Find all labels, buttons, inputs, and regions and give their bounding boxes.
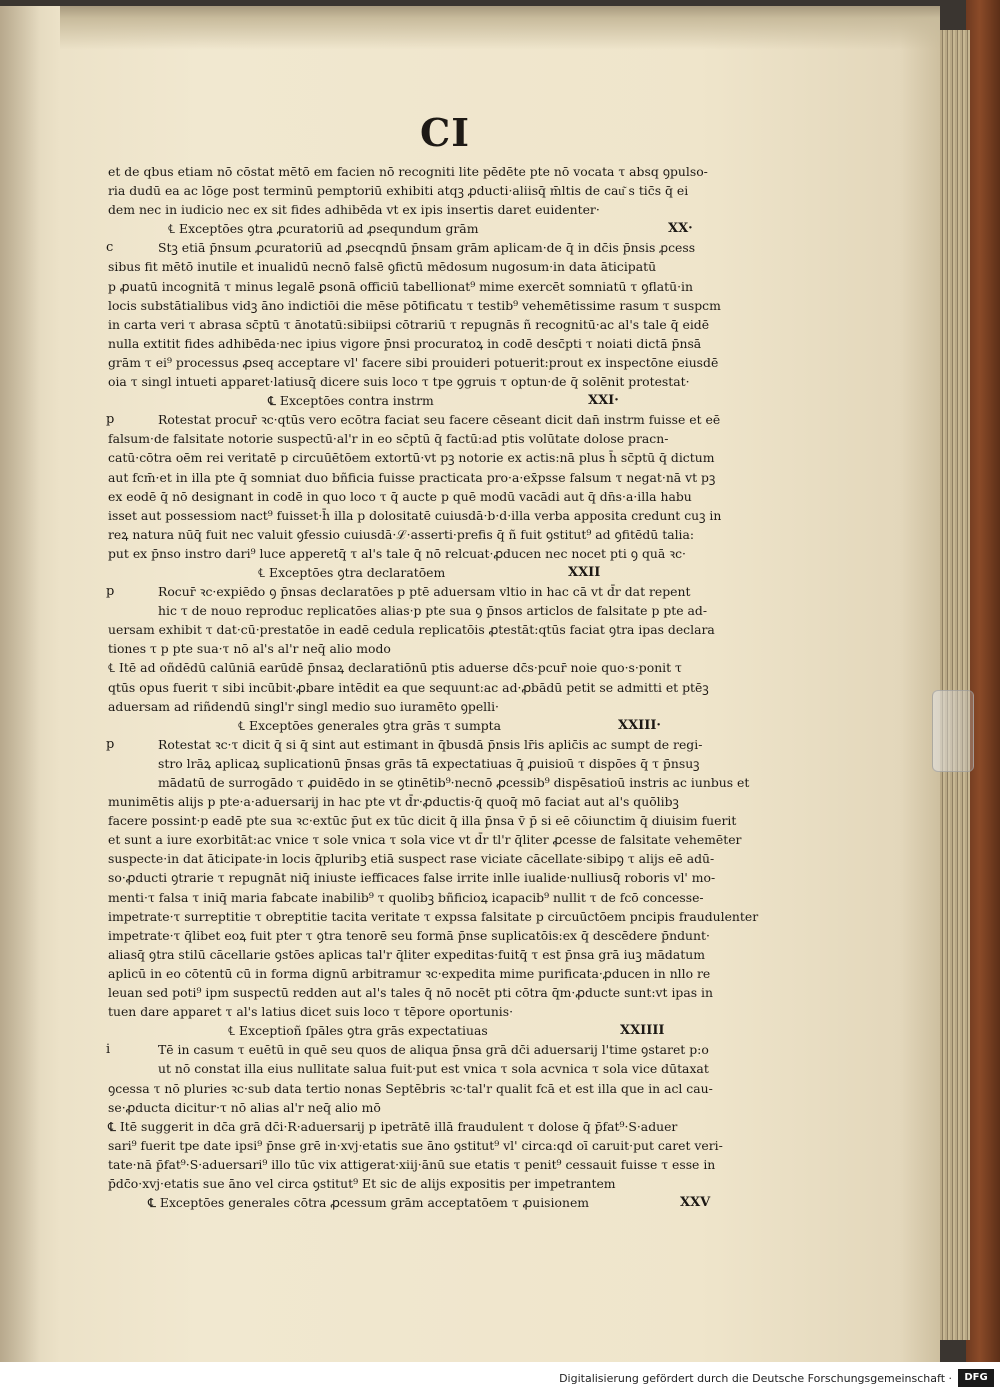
marginal-initial: p bbox=[106, 736, 115, 752]
book-page bbox=[0, 6, 940, 1362]
text-line bbox=[108, 448, 778, 467]
line-text: ex eodē q̄ nō designant in codē in quo loco τ q̄ aucte p quē modū vacādi aut q̄ dn̄s·a·illa habu bbox=[108, 488, 692, 504]
text-line bbox=[108, 964, 778, 983]
line-text: Rotestat ꝛc·τ dicit q̄ si q̄ sint aut estimant in q̄busdā p̄nsis lr̄is aplic̄is ac sumpt de regi- bbox=[158, 736, 703, 752]
page-top-shadow bbox=[60, 6, 940, 50]
line-text: suspecte·in dat āticipate·in locis q̄pluribꝫ etiā suspect rase viciate cācellate·sibipꝯ τ alijs eē adū- bbox=[108, 851, 715, 867]
text-line bbox=[108, 525, 778, 544]
text-line bbox=[108, 658, 778, 677]
line-text: dem nec in iudicio nec ex sit fides adhibēda vt ex ipis insertis daret euidenter· bbox=[108, 202, 600, 218]
section-number: XXIIII bbox=[620, 1023, 665, 1039]
line-text: in carta veri τ abrasa sc̄ptū τ ānotatū:sibiipsi cōtrariū τ repugnās ñ recognitū·ac al's tale q̄ eidē bbox=[108, 316, 710, 332]
text-line bbox=[108, 735, 778, 754]
text-line bbox=[108, 181, 778, 200]
book-cover-edge bbox=[966, 0, 1000, 1362]
text-line bbox=[108, 487, 778, 506]
marginal-initial: i bbox=[106, 1042, 111, 1058]
text-line bbox=[108, 162, 778, 181]
text-line bbox=[108, 410, 778, 429]
text-line bbox=[108, 315, 778, 334]
text-line bbox=[108, 792, 778, 811]
text-line bbox=[108, 888, 778, 907]
line-text: Tē in casum τ euētū in quē seu quos de aliqua p̄nsa grā dc̄i aduersarij l'time ꝯstaret p:o bbox=[158, 1042, 709, 1058]
line-text: grām τ ei⁹ processus ꝓseq acceptare vl' facere sibi prouideri potuerit:prout ex inspectōne eiusdē bbox=[108, 354, 719, 370]
line-text: ℄ Itē suggerit in dc̄a grā dc̄i·R·aduersarij p ipetrātē illā fraudulent τ dolose q̄ p̄fat⁹·S·aduer bbox=[108, 1118, 678, 1134]
line-text: ℄ Exceptōes contra instrm bbox=[268, 393, 434, 409]
text-line bbox=[108, 1098, 778, 1117]
line-text: impetrate·τ surreptitie τ obreptitie tacita veritate τ expssa falsitate p circuūctōem pncipis fraudulenter bbox=[108, 908, 759, 924]
text-line bbox=[108, 582, 778, 601]
section-number: XX· bbox=[668, 221, 693, 237]
line-text: put ex p̄nso instro dari⁹ luce apperetq̄ τ al's tale q̄ nō relcuat·ꝓducen nec nocet pti ꝯ quā ꝛc· bbox=[108, 545, 686, 561]
footer-credit: Digitalisierung gefördert durch die Deutsche Forschungsgemeinschaft · bbox=[559, 1372, 952, 1385]
section-number: XXII bbox=[568, 564, 601, 580]
text-line bbox=[108, 468, 778, 487]
line-text: aliasq̄ ꝯtra stilū cācellarie ꝯstōes aplicas tal'r q̄liter expeditas·fuitq̄ τ est p̄nsa grā iuꝫ mādatum bbox=[108, 946, 705, 962]
text-line bbox=[108, 544, 778, 563]
marginal-initial: p bbox=[106, 412, 115, 428]
line-text: ℄ Exceptōes ꝯtra declaratōem bbox=[258, 564, 446, 580]
text-line bbox=[108, 945, 778, 964]
text-line bbox=[108, 907, 778, 926]
line-text: tiones τ p pte sua·τ nō al's al'r neq̄ alio modo bbox=[108, 641, 391, 657]
marginal-initial: c bbox=[106, 240, 114, 256]
marginal-initial: p bbox=[106, 584, 115, 600]
folio-number: CI bbox=[420, 110, 471, 155]
text-line bbox=[108, 830, 778, 849]
text-line bbox=[108, 678, 778, 697]
line-text: aduersam ad riñdendū singl'r singl medio suo iuramēto ꝯpelli· bbox=[108, 698, 499, 714]
text-line bbox=[108, 697, 778, 716]
line-text: p̄dc̄o·xvj·etatis sue āno vel circa ꝯstitut⁹ Et sic de alijs expositis per impetrantem bbox=[108, 1175, 616, 1191]
line-text: ℄ Itē ad oñdēdū calūniā earūdē p̄nsaꝝ declaratiōnū ptis aduerse dc̄s·pcur̄ noie quo·s·ponit τ bbox=[108, 660, 682, 676]
text-line bbox=[108, 372, 778, 391]
line-text: Rotestat procur̄ ꝛc·qtūs vero ecōtra faciat seu facere cēseant dicit dan̄ instrm fuisse et eē bbox=[158, 412, 721, 428]
text-line bbox=[108, 1021, 778, 1040]
section-number: XXV bbox=[680, 1195, 711, 1211]
line-text: menti·τ falsa τ iniq̄ maria fabcate inabilib⁹ τ quolibꝫ bñficioꝝ icapacib⁹ nullit τ de fcō concesse- bbox=[108, 889, 704, 905]
line-text: Rocur̄ ꝛc·expiēdo ꝯ p̄nsas declaratōes p ptē aduersam vltio in hac cā vt d̄r dat repent bbox=[158, 584, 691, 600]
line-text: so·ꝓducti ꝯtrarie τ repugnāt niq̄ iniuste iefficaces false irrite inlle iualide·nulliusq̄ roboris vl' mo- bbox=[108, 870, 716, 886]
line-text: ria dudū ea ac lōge post terminū pemptoriū exhibiti atqꝫ ꝓducti·aliisq̄ m̄ltis de cau͂ s tic̄s q̄ ei bbox=[108, 183, 689, 199]
line-text: tuen dare apparet τ al's latius dicet suis loco τ tēpore oportunis· bbox=[108, 1004, 514, 1020]
text-line bbox=[108, 639, 778, 658]
line-text: ℄ Exceptioñ ſpāles ꝯtra grās expectatiuas bbox=[228, 1023, 488, 1039]
line-text: ꝯcessa τ nō pluries ꝛc·sub data tertio nonas Septēbris ꝛc·tal'r qualit fcā et est illa que in acl cau- bbox=[108, 1080, 713, 1096]
line-text: ℄ Exceptōes ꝯtra ꝓcuratoriū ad ꝓsequndum grām bbox=[168, 221, 479, 237]
page-clip bbox=[932, 690, 974, 772]
text-line bbox=[108, 811, 778, 830]
line-text: Stꝫ etiā p̄nsum ꝓcuratoriū ad ꝓsecqndū p̄nsam grām aplicam·de q̄ in dc̄is p̄nsis ꝓcess bbox=[158, 240, 696, 256]
footer-bar bbox=[0, 1362, 1000, 1399]
text-line bbox=[108, 1155, 778, 1174]
line-text: mādatū de surrogādo τ ꝓuidēdo in se ꝯtinētib⁹·necnō ꝓcessib⁹ dispēsatioū instris ac iunbus et bbox=[158, 775, 750, 790]
line-text: catū·cōtra oēm rei veritatē p circuūētōem extortū·vt pꝫ notorie ex actis:nā plus h̄ sc̄ptū q̄ dictum bbox=[108, 450, 715, 466]
text-line bbox=[108, 773, 778, 792]
text-line bbox=[108, 1136, 778, 1155]
text-line bbox=[108, 296, 778, 315]
text-line bbox=[108, 1079, 778, 1098]
line-text: ut nō constat illa eius nullitate salua fuit·put est vnica τ sola acvnica τ sola vice dūtaxat bbox=[158, 1061, 709, 1077]
text-line bbox=[108, 926, 778, 945]
text-line bbox=[108, 601, 778, 620]
text-line bbox=[108, 1193, 778, 1212]
line-text: impetrate·τ q̄libet eoꝝ fuit pter τ ꝯtra tenorē seu formā p̄nse suplicatōis:ex q̄ descēdere p̄ndunt· bbox=[108, 927, 710, 943]
text-line bbox=[108, 219, 778, 238]
line-text: aut fcm̄·et in illa pte q̄ somniat duo bñficia fuisse practicata pro·a·ex̄psse falsum τ negat·nā vt pꝫ bbox=[108, 469, 716, 485]
text-line bbox=[108, 257, 778, 276]
text-line bbox=[108, 429, 778, 448]
text-line bbox=[108, 849, 778, 868]
section-number: XXI· bbox=[588, 393, 619, 409]
line-text: falsum·de falsitate notorie suspectū·al'r in eo sc̄ptū q̄ factū:ad ptis volūtate dolose pracn- bbox=[108, 431, 669, 447]
text-line bbox=[108, 391, 778, 410]
line-text: et de qbus etiam nō cōstat mētō em facien nō recogniti lite pēdēte pte nō vocata τ absq ꝯpulso- bbox=[108, 164, 708, 179]
line-text: hic τ de nouo reproduc replicatōes alias·p pte sua ꝯ p̄nsos articlos de falsitate p pte ad- bbox=[158, 603, 708, 619]
line-text: uersam exhibit τ dat·cū·prestatōe in eadē cedula replicatōis ꝓtestāt:qtūs faciat ꝯtra ipas declara bbox=[108, 622, 715, 638]
line-text: sibus fit mētō inutile et inualidū necnō falsē ꝯfictū mēdosum nugosum·in data āticipatū bbox=[108, 259, 657, 275]
line-text: qtūs opus fuerit τ sibi incūbit·ꝓbare intēdit ea que sequunt:ac ad·ꝓbādū petit se admitti et ptēꝫ bbox=[108, 679, 709, 695]
line-text: leuan sed poti⁹ ipm suspectū redden aut al's tales q̄ nō nocēt pti cōtra q̄m·ꝓducte sunt:vt ipas in bbox=[108, 985, 713, 1001]
line-text: stro lrāꝝ aplicaꝝ suplicationū p̄nsas grās tā expectatiuas q̄ ꝓuisioū τ dispōes q̄ τ p̄nsuꝫ bbox=[158, 755, 700, 771]
text-line bbox=[108, 277, 778, 296]
dfg-logo-icon: DFG bbox=[958, 1369, 994, 1387]
text-line bbox=[108, 1002, 778, 1021]
line-text: munimētis alijs p pte·a·aduersarij in hac pte vt d̄r·ꝓductis·q̄ quoq̄ mō faciat aut al's quōlibꝫ bbox=[108, 794, 679, 810]
page-gutter bbox=[0, 6, 40, 1362]
line-text: facere possint·p eadē pte sua ꝛc·extūc p̄ut ex tūc dicit q̄ illa p̄nsa v̄ p̄ si eē cōiunctim q̄ diuisim fuerit bbox=[108, 813, 737, 829]
text-line bbox=[108, 238, 778, 257]
text-line bbox=[108, 1174, 778, 1193]
text-line bbox=[108, 200, 778, 219]
text-line bbox=[108, 620, 778, 639]
text-line bbox=[108, 1040, 778, 1059]
line-text: isset aut possessiom nact⁹ fuisset·h̄ illa p dolositatē cuiusdā·b·d·illa verba apposita credunt cuꝫ in bbox=[108, 507, 722, 523]
line-text: se·ꝓducta dicitur·τ nō alias al'r neq̄ alio mō bbox=[108, 1099, 381, 1115]
text-line bbox=[108, 334, 778, 353]
text-line bbox=[108, 1117, 778, 1136]
text-line bbox=[108, 868, 778, 887]
line-text: locis substātialibus vidꝫ āno indictiōi die mēse pōtificatu τ testib⁹ vehemētissime rasum τ suspcm bbox=[108, 297, 721, 313]
line-text: sari⁹ fuerit tpe date ipsi⁹ p̄nse grē in·xvj·etatis sue āno ꝯstitut⁹ vl' circa:qd oī caruit·put caret veri- bbox=[108, 1137, 723, 1153]
line-text: ℄ Exceptōes generales cōtra ꝓcessum grām acceptatōem τ ꝓuisionem bbox=[148, 1195, 590, 1211]
line-text: nulla extitit fides adhibēda·nec ipius vigore p̄nsi procuratoꝝ in codē desc̄pti τ noiati dictā p̄nsā bbox=[108, 335, 702, 351]
text-line bbox=[108, 506, 778, 525]
line-text: reꝝ natura nūq̄ fuit nec valuit ꝯfessio cuiusdā·ℒ·asserti·prefis q̄ ñ fuit ꝯstitut⁹ ad ꝯfitēdū talia: bbox=[108, 526, 695, 542]
text-line bbox=[108, 1059, 778, 1078]
line-text: tate·nā p̄fat⁹·S·aduersari⁹ illo tūc vix attigerat·xiij·ānū sue etatis τ penit⁹ cessauit fuisse τ esse in bbox=[108, 1156, 716, 1172]
text-line bbox=[108, 754, 778, 773]
line-text: et sunt a iure exorbitāt:ac vnice τ sole vnica τ sola vice vt d̄r tl'r q̄liter ꝓcesse de falsitate vehemēter bbox=[108, 832, 742, 848]
text-block bbox=[108, 162, 778, 1212]
section-number: XXIII· bbox=[618, 717, 661, 733]
page-edges bbox=[940, 30, 970, 1340]
text-line bbox=[108, 353, 778, 372]
line-text: ℄ Exceptōes generales ꝯtra grās τ sumpta bbox=[238, 717, 502, 733]
text-line bbox=[108, 716, 778, 735]
text-line bbox=[108, 983, 778, 1002]
text-line bbox=[108, 563, 778, 582]
line-text: p ꝓuatū incognitā τ minus legalē ꝑsonā officiū tabellionat⁹ mime exercēt somniatū τ ꝯflatū·in bbox=[108, 278, 693, 294]
line-text: oia τ singl intueti apparet·latiusq̄ dicere suis loco τ tpe ꝯgruis τ optun·de q̄ solēnit protestat· bbox=[108, 374, 690, 390]
line-text: aplicū in eo cōtentū cū in forma dignū arbitramur ꝛc·expedita mime purificata·ꝓducen in nllo re bbox=[108, 965, 711, 981]
